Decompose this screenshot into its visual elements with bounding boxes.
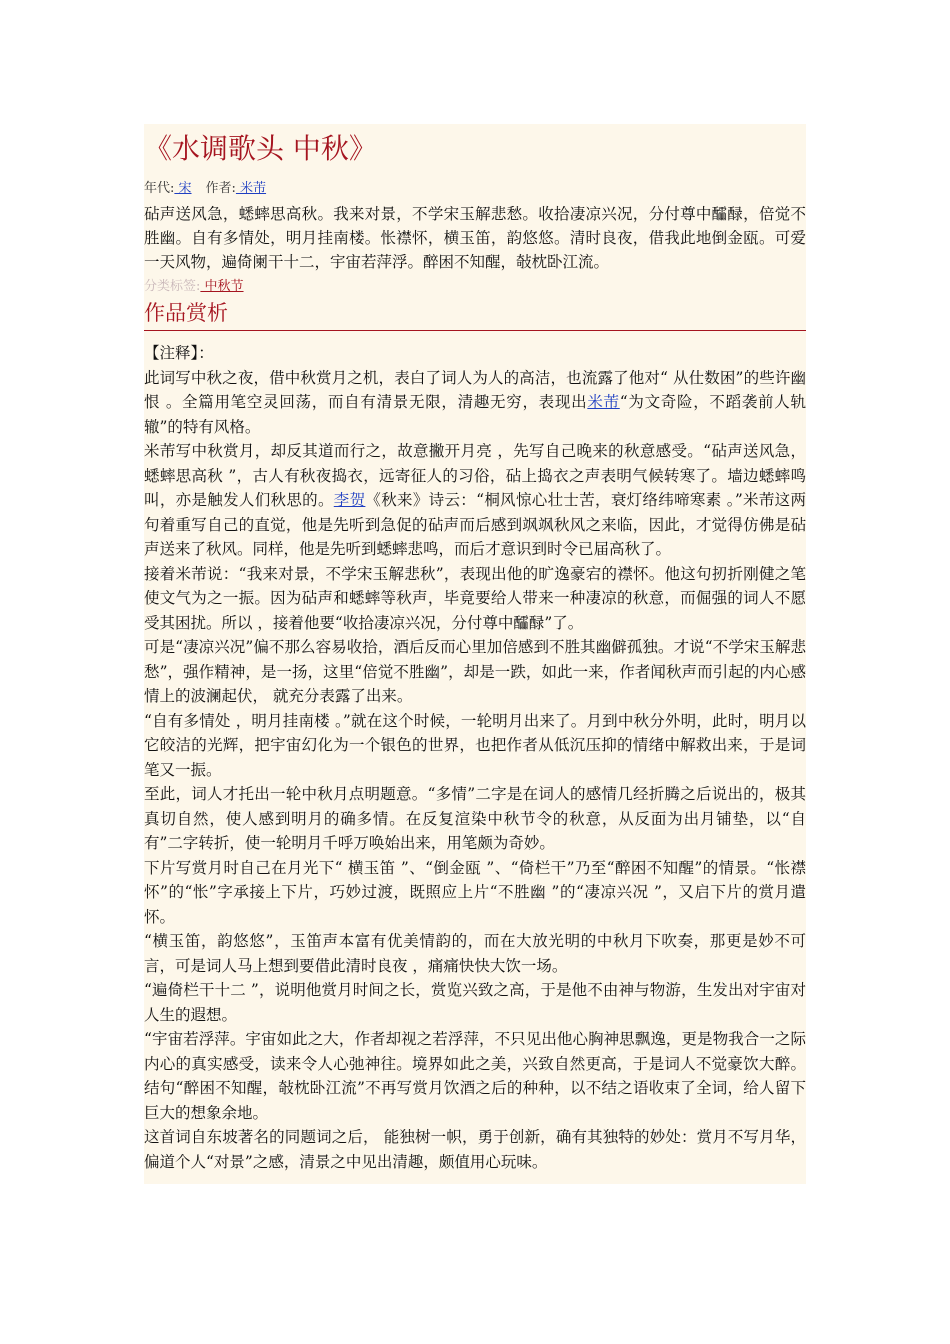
paragraph-text: “为文奇险，不蹈袭前人轨辙”的特有风格。 xyxy=(144,393,806,436)
article-page xyxy=(144,124,806,1184)
analysis-paragraph: “自有多情处 ，明月挂南楼 。”就在这个时候，一轮明月出来了。月到中秋分外明，此时，明月以它皎洁的光辉，把宇宙幻化为一个银色的世界，也把作者从低沉压抑的情绪中解救出来，于是词笔又一振。 xyxy=(144,711,806,779)
author-label: 作者: xyxy=(205,181,236,196)
mifu-link[interactable]: 米芾 xyxy=(587,393,620,411)
paragraph-text: 此词写中秋之夜，借中秋赏月之机，表白了词人为人的高洁，也流露了他对“ 从仕数困”的些许幽恨 。全篇用笔空灵回荡，而自有清景无限，清趣无穷，表现出 xyxy=(144,368,806,411)
analysis-paragraph: 下片写赏月时自己在月光下“ 横玉笛 ”、“倒金瓯 ”、“倚栏干”乃至“醉困不知醒”的情景。“怅襟怀”的“怅”字承接上下片，巧妙过渡，既照应上片“不胜幽 ”的“凄凉兴况 ”，又启下片的赏月遣怀。 xyxy=(144,858,806,926)
note-heading: 【注释】： xyxy=(144,344,214,362)
analysis-paragraph: 这首词自东坡著名的同题词之后， 能独树一帜，勇于创新，确有其独特的妙处：赏月不写月华，偏道个人“对景”之感，清景之中见出清趣，颇值用心玩味。 xyxy=(144,1128,806,1171)
tags-label: 分类标签: xyxy=(144,279,201,294)
analysis-paragraph: “遍倚栏干十二 ”，说明他赏月时间之长，赏览兴致之高，于是他不由神与物游，生发出对宇宙对人生的遐想。 xyxy=(144,981,806,1024)
paragraph-text: 《秋来》诗云：“桐风惊心壮士苦，衰灯络纬啼寒素 。”米芾这两句着重写自己的直觉，他是先听到急促的砧声而后感到飒飒秋风之来临，因此，才觉得仿佛是砧声送来了秋风。同样，他是先听到蟋蟀悲鸣，而后才意识到时令已届高秋了。 xyxy=(144,491,806,558)
section-title: 作品赏析 xyxy=(144,301,228,325)
paragraph-text: 米芾写中秋赏月，却反其道而行之，故意撇开月亮 ，先写自己晚来的秋意感受。“砧声送风急，蟋蟀思高秋 ”，古人有秋夜捣衣，远寄征人的习俗，砧上捣衣之声表明气候转寒了。墙边蟋蟀鸣叫，亦是触发人们秋思的。 xyxy=(144,442,806,509)
section-divider xyxy=(144,330,806,331)
analysis-body xyxy=(144,341,806,1174)
analysis-paragraph: 至此，词人才托出一轮中秋月点明题意。“多情”二字是在词人的感情几经折腾之后说出的，极其真切自然，使人感到明月的确多情。在反复渲染中秋节令的秋意，从反面为出月铺垫，以“自有”二字转折，使一轮明月千呼万唤始出来，用笔颇为奇妙。 xyxy=(144,785,806,852)
poem-text: 砧声送风急，蟋蟀思高秋。我来对景，不学宋玉解悲愁。收拾凄凉兴况，分付尊中醽醁，倍觉不胜幽。自有多情处，明月挂南楼。怅襟怀，横玉笛，韵悠悠。清时良夜，借我此地倒金瓯。可爱一天风物，遍倚阑干十二，宇宙若萍浮。醉困不知醒，敧枕卧江流。 xyxy=(144,205,806,271)
tag-link-mid-autumn[interactable]: 中秋节 xyxy=(200,279,244,294)
poem-meta xyxy=(144,180,806,198)
era-label: 年代: xyxy=(144,181,175,196)
analysis-paragraph: 接着米芾说：“我来对景，不学宋玉解悲秋”，表现出他的旷逸豪宕的襟怀。他这句扨折刚健之笔使文气为之一振。因为砧声和蟋蟀等秋声，毕竟要给人带来一种凄凉的秋意，而倔强的词人不愿受其困扰。所以 ，接着他要“收拾凄凉兴况，分付尊中醽醁”了。 xyxy=(144,564,806,632)
category-tags xyxy=(144,278,806,296)
analysis-paragraph: “宇宙若浮萍。宇宙如此之大，作者却视之若浮萍，不只见出他心胸神思飘逸，更是物我合一之际内心的真实感受，读来令人心弛神往。境界如此之美，兴致自然更高，于是词人不觉豪饮大醉。结句“醉困不知醒，敧枕卧江流”不再写赏月饮酒之后的种种，以不结之语收束了全词，给人留下巨大的想象余地。 xyxy=(144,1030,806,1122)
analysis-paragraph: “横玉笛，韵悠悠”，玉笛声本富有优美情韵的，而在大放光明的中秋月下吹奏，那更是妙不可言，可是词人马上想到要借此清时良夜 ，痛痛快快大饮一场。 xyxy=(144,932,806,975)
era-link[interactable]: 宋 xyxy=(174,181,192,196)
author-link[interactable]: 米芾 xyxy=(235,181,267,196)
analysis-paragraph xyxy=(144,439,806,562)
analysis-paragraph: 可是“凄凉兴况”偏不那么容易收拾，酒后反而心里加倍感到不胜其幽僻孤独。才说“不学宋玉解悲愁”，强作精神，是一扬，这里“倍觉不胜幽”，却是一跌，如此一来，作者闻秋声而引起的内心感情上的波澜起伏， 就充分表露了出来。 xyxy=(144,638,806,705)
lihe-link[interactable]: 李贺 xyxy=(333,491,366,509)
analysis-paragraph xyxy=(144,366,806,440)
poem-title: 《水调歌头 中秋》 xyxy=(144,132,377,165)
